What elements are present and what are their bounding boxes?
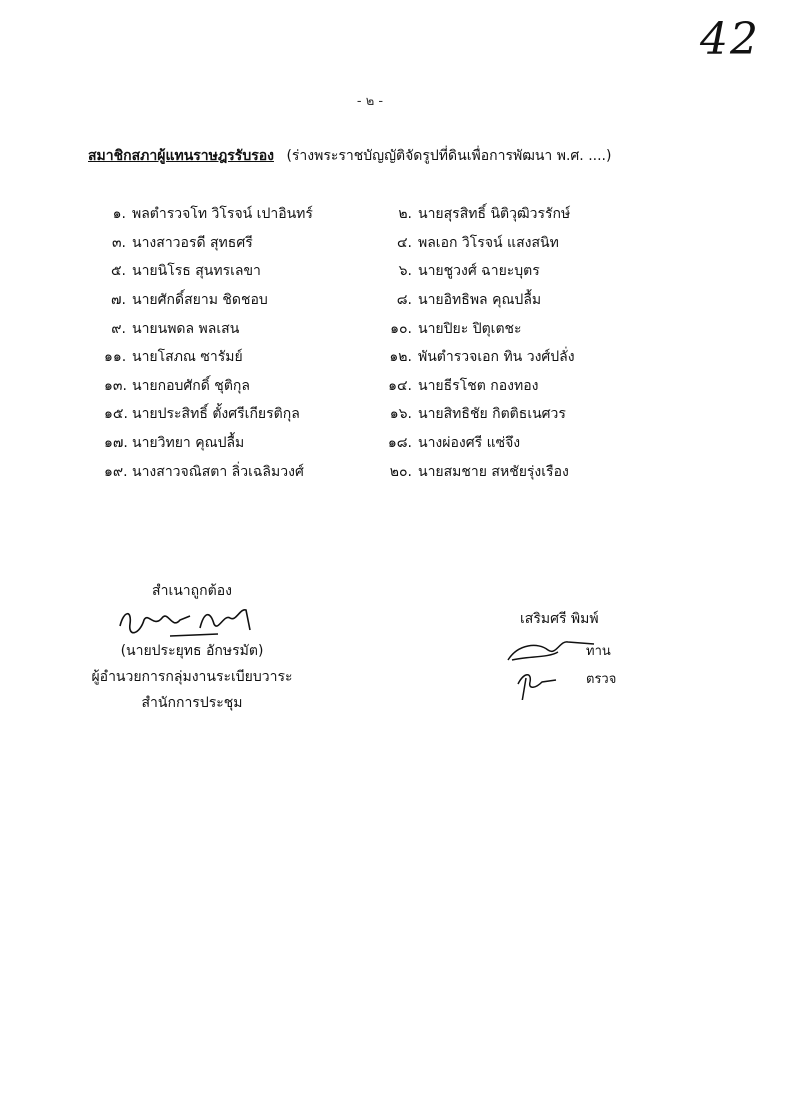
certification-block — [80, 578, 304, 716]
member-name: นายสุรสิทธิ์ นิติวุฒิวรรักษ์ — [418, 206, 571, 223]
member-name: พลเอก วิโรจน์ แสงสนิท — [418, 234, 559, 251]
member-name: นายอิทธิพล คุณปลื้ม — [418, 292, 542, 309]
reviewed-label: ทาน — [586, 644, 611, 659]
member-name: นายศักดิ์สยาม ชิดชอบ — [132, 292, 268, 309]
member-list — [104, 200, 624, 486]
member-item — [104, 400, 386, 429]
member-number: ๖. — [398, 263, 412, 280]
member-item — [104, 429, 386, 458]
member-number: ๑. — [112, 206, 126, 223]
member-item — [104, 229, 386, 258]
member-number: ๑๐. — [390, 320, 412, 337]
heading-subtitle: (ร่างพระราชบัญญัติจัดรูปที่ดินเพื่อการพัฒนา พ.ศ. ....) — [286, 148, 612, 164]
member-number: ๑๔. — [388, 377, 412, 394]
member-name: นางผ่องศรี แซ่จึง — [418, 435, 521, 452]
typist-block — [520, 608, 650, 687]
member-item — [386, 429, 624, 458]
member-item — [104, 257, 386, 286]
member-name: นางสาวจณิสตา ลิ่วเฉลิมวงศ์ — [132, 463, 304, 480]
member-item — [386, 229, 624, 258]
reviewer-signature — [498, 630, 598, 704]
member-item — [104, 286, 386, 315]
member-item — [386, 286, 624, 315]
member-number: ๗. — [111, 292, 126, 309]
member-number: ๔. — [396, 234, 412, 251]
member-name: พลตำรวจโท วิโรจน์ เปาอินทร์ — [132, 206, 313, 223]
member-name: นายกอบศักดิ์ ชุติกุล — [132, 377, 250, 394]
typist-label: เสริมศรี พิมพ์ — [520, 611, 599, 627]
member-item — [104, 457, 386, 486]
member-number: ๑๑. — [104, 349, 127, 366]
member-name: นายสมชาย สหชัยรุ่งเรือง — [418, 463, 569, 480]
member-item — [104, 372, 386, 401]
member-name: พันตำรวจเอก ทิน วงศ์ปลั่ง — [418, 349, 575, 366]
handwritten-page-number: 42 — [700, 14, 760, 65]
member-item — [386, 372, 624, 401]
member-item — [104, 343, 386, 372]
certifier-signature — [80, 604, 304, 638]
member-item — [386, 314, 624, 343]
member-number: ๒. — [398, 206, 412, 223]
member-name: นายโสภณ ซารัมย์ — [132, 349, 243, 366]
certifier-office: สำนักการประชุม — [141, 695, 243, 711]
member-item — [386, 343, 624, 372]
member-number: ๑๕. — [104, 406, 128, 423]
member-number: ๕. — [110, 263, 126, 280]
member-item — [104, 314, 386, 343]
member-name: นายวิทยา คุณปลื้ม — [132, 435, 245, 452]
certifier-position: ผู้อำนวยการกลุ่มงานระเบียบวาระ — [91, 669, 293, 685]
member-number: ๑๒. — [389, 349, 412, 366]
page-number: - ๒ - — [356, 94, 384, 109]
member-name: นายสิทธิชัย กิตติธเนศวร — [418, 406, 566, 423]
member-number: ๘. — [396, 292, 412, 309]
heading-title: สมาชิกสภาผู้แทนราษฎรรับรอง — [88, 148, 274, 164]
member-number: ๑๘. — [387, 435, 412, 452]
member-item — [386, 257, 624, 286]
member-name: นายธีรโชต กองทอง — [418, 377, 539, 394]
member-number: ๑๓. — [104, 377, 127, 394]
member-name: นายนพดล พลเสน — [132, 320, 240, 337]
member-item — [386, 400, 624, 429]
member-number: ๑๖. — [389, 406, 412, 423]
member-name: นายชูวงศ์ ฉายะบุตร — [418, 263, 540, 280]
certification-label: สำเนาถูกต้อง — [152, 583, 232, 599]
member-name: นายปิยะ ปิตุเตชะ — [418, 320, 522, 337]
member-name: นางสาวอรดี สุทธศรี — [132, 234, 253, 251]
member-item — [104, 200, 386, 229]
member-name: นายนิโรธ สุนทรเลขา — [132, 263, 261, 280]
document-heading — [88, 145, 611, 167]
member-number: ๑๙. — [104, 463, 128, 480]
member-number: ๑๗. — [104, 435, 128, 452]
member-number: ๙. — [111, 320, 126, 337]
certifier-name: (นายประยุทธ อักษรมัต) — [120, 643, 264, 659]
member-number: ๓. — [111, 234, 126, 251]
member-item — [386, 200, 624, 229]
checked-label: ตรวจ — [586, 672, 617, 687]
member-number: ๒๐. — [389, 463, 412, 480]
member-name: นายประสิทธิ์ ตั้งศรีเกียรติกุล — [132, 406, 300, 423]
member-item — [386, 457, 624, 486]
